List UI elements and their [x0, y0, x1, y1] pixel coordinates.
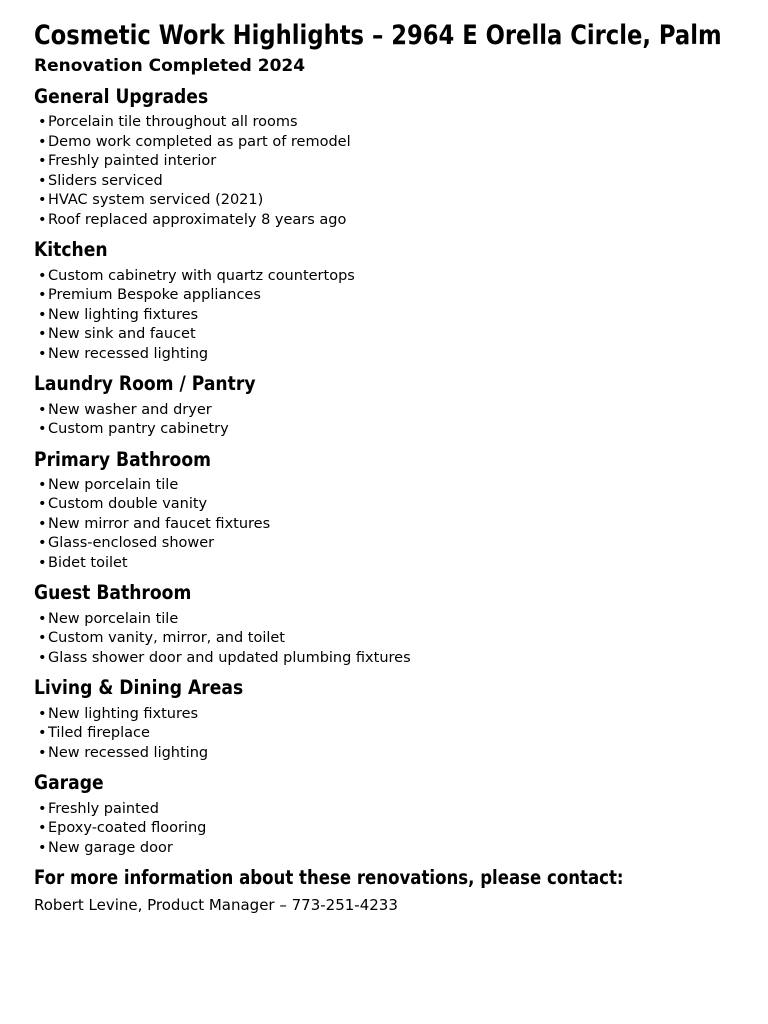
- section-heading-general-upgrades: [34, 85, 758, 108]
- list-item: • New porcelain tile: [38, 476, 758, 496]
- list-item: • New mirror and faucet fixtures: [38, 515, 758, 535]
- list-item: • Porcelain tile throughout all rooms: [38, 113, 758, 133]
- list-item: • Custom vanity, mirror, and toilet: [38, 629, 758, 649]
- list-item: • New sink and faucet: [38, 325, 758, 345]
- list-item: • New recessed lighting: [38, 744, 758, 764]
- list-item: • New recessed lighting: [38, 345, 758, 365]
- section-heading-guest-bathroom: [34, 581, 758, 604]
- list-item: • HVAC system serviced (2021): [38, 191, 758, 211]
- page-title-text: Cosmetic Work Highlights – 2964 E Orella Circle, Palm: [34, 20, 722, 51]
- list-item: • Custom double vanity: [38, 495, 758, 515]
- section-heading-garage: [34, 771, 758, 794]
- list-item: • Tiled fireplace: [38, 724, 758, 744]
- list-item: • New garage door: [38, 839, 758, 859]
- section-heading-primary-bathroom: [34, 448, 758, 471]
- section-heading-text: General Upgrades: [34, 84, 209, 108]
- list-item: • Custom pantry cabinetry: [38, 420, 758, 440]
- list-item: • Glass-enclosed shower: [38, 534, 758, 554]
- contact-heading: [34, 866, 758, 889]
- list-item: • New porcelain tile: [38, 610, 758, 630]
- list-item: • Bidet toilet: [38, 554, 758, 574]
- bullet-list-garage: [34, 800, 758, 859]
- page-title: [34, 20, 758, 52]
- list-item: • Sliders serviced: [38, 172, 758, 192]
- list-item: • Demo work completed as part of remodel: [38, 133, 758, 153]
- bullet-list-primary-bathroom: [34, 476, 758, 574]
- contact-line: Robert Levine, Product Manager – 773-251-4233: [34, 895, 398, 914]
- list-item: • Custom cabinetry with quartz countertops: [38, 267, 758, 287]
- section-heading-text: Guest Bathroom: [34, 581, 192, 605]
- contact-heading-text: For more information about these renovations, please contact:: [34, 866, 624, 890]
- section-heading-text: Kitchen: [34, 238, 108, 262]
- list-item: • Freshly painted interior: [38, 152, 758, 172]
- list-item: • Epoxy-coated flooring: [38, 819, 758, 839]
- section-heading-text: Primary Bathroom: [34, 447, 212, 471]
- section-heading-text: Garage: [34, 771, 104, 795]
- section-heading-text: Living & Dining Areas: [34, 676, 244, 700]
- bullet-list-kitchen: [34, 267, 758, 365]
- subtitle: Renovation Completed 2024: [34, 56, 306, 77]
- list-item: • Premium Bespoke appliances: [38, 286, 758, 306]
- list-item: • Freshly painted: [38, 800, 758, 820]
- bullet-list-general-upgrades: [34, 113, 758, 230]
- list-item: • Glass shower door and updated plumbing fixtures: [38, 649, 758, 669]
- bullet-list-guest-bathroom: [34, 610, 758, 669]
- list-item: • New lighting fixtures: [38, 705, 758, 725]
- section-heading-living-dining: [34, 676, 758, 699]
- list-item: • New lighting fixtures: [38, 306, 758, 326]
- section-heading-kitchen: [34, 238, 758, 261]
- list-item: • Roof replaced approximately 8 years ago: [38, 211, 758, 231]
- section-heading-text: Laundry Room / Pantry: [34, 372, 256, 396]
- section-heading-laundry-pantry: [34, 372, 758, 395]
- bullet-list-living-dining: [34, 705, 758, 764]
- bullet-list-laundry-pantry: [34, 401, 758, 440]
- list-item: • New washer and dryer: [38, 401, 758, 421]
